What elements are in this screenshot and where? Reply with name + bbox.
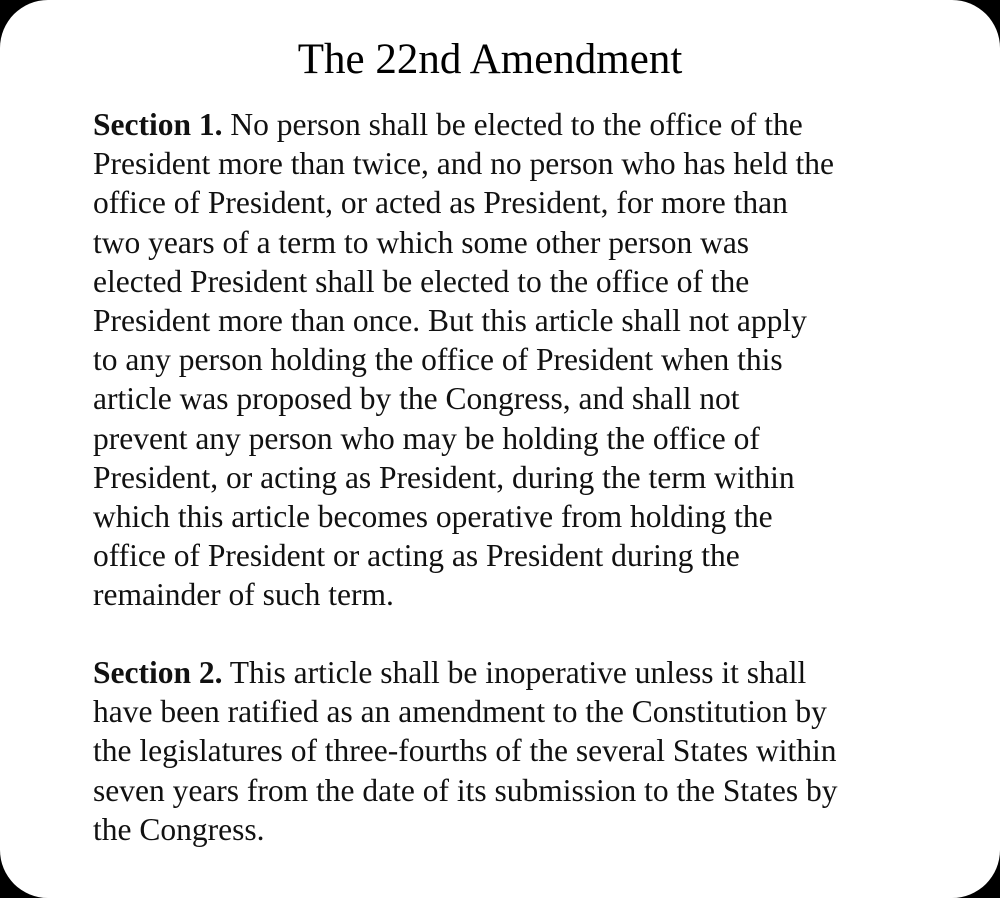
section-2-line-1-text: This article shall be inoperative unless it shall: [222, 655, 807, 690]
section-2-line-4: seven years from the date of its submission to the States by: [93, 772, 838, 808]
section-1-line-1: [93, 105, 913, 144]
section-2: [93, 653, 913, 849]
section-2-line-5: the Congress.: [93, 811, 265, 847]
section-1-line-11: which this article becomes operative from holding the: [93, 499, 773, 535]
section-1-line-2: President more than twice, and no person who has held the: [93, 146, 834, 182]
section-1-line-1-text: No person shall be elected to the office of the: [222, 107, 803, 142]
section-1-line-6: President more than once. But this article shall not apply: [93, 303, 807, 339]
section-1-line-12: office of President or acting as President during the: [93, 538, 740, 574]
section-2-line-2: have been ratified as an amendment to the Constitution by: [93, 694, 827, 730]
section-1-line-4: two years of a term to which some other person was: [93, 224, 750, 260]
section-1-line-10: President, or acting as President, during the term within: [93, 459, 795, 495]
section-1-heading: Section 1.: [93, 107, 223, 142]
section-1: [93, 105, 913, 615]
section-2-heading: Section 2.: [93, 655, 223, 690]
section-2-line-1: [93, 653, 913, 692]
section-1-line-13: remainder of such term.: [93, 577, 394, 613]
section-1-line-7: to any person holding the office of President when this: [93, 342, 783, 378]
section-1-line-3: office of President, or acted as President, for more than: [93, 185, 788, 221]
document-title: The 22nd Amendment: [297, 36, 683, 83]
section-2-line-3: the legislatures of three-fourths of the several States within: [93, 733, 837, 769]
section-1-line-8: article was proposed by the Congress, and shall not: [93, 381, 740, 417]
section-1-line-9: prevent any person who may be holding the office of: [93, 420, 760, 456]
section-1-line-5: elected President shall be elected to the office of the: [93, 263, 750, 299]
